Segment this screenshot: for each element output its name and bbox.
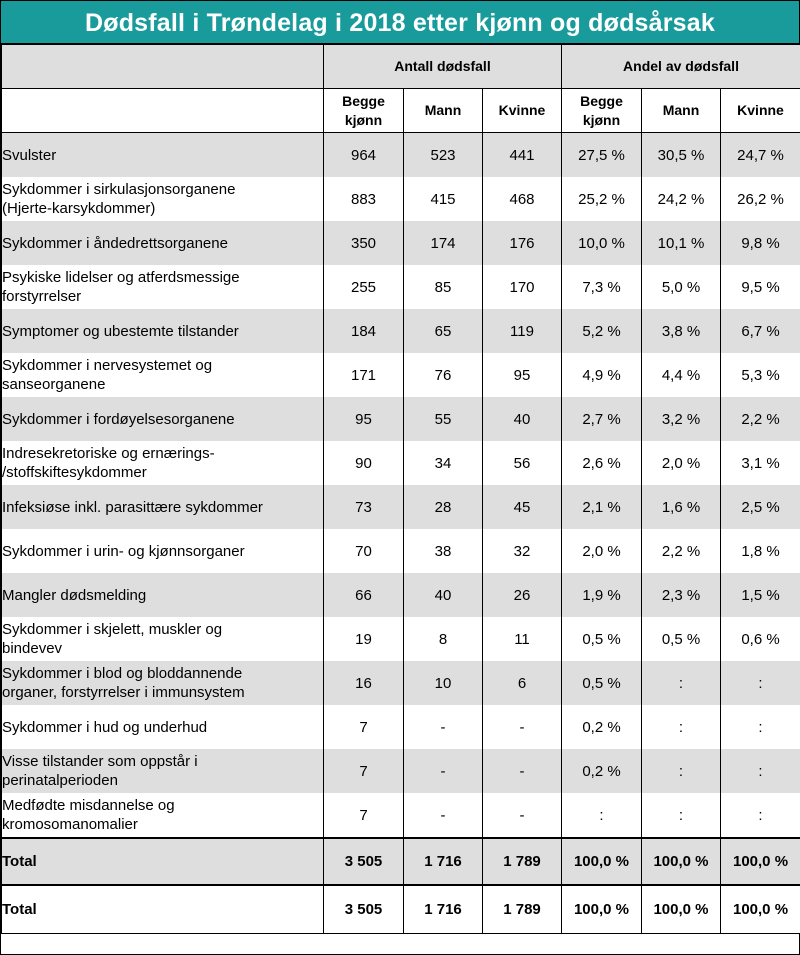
- cell-n-male: 76: [404, 353, 483, 397]
- cell-p-female: 2,5 %: [721, 485, 800, 529]
- cell-p-male: 2,2 %: [642, 529, 721, 573]
- cell-p-both: 5,2 %: [562, 309, 642, 353]
- cell-n-female: 45: [483, 485, 562, 529]
- table-row: [2, 705, 800, 749]
- cause-label: Sykdommer i hud og underhud: [2, 705, 324, 749]
- cell-n-both: 7: [324, 749, 404, 793]
- cell-n-male: 55: [404, 397, 483, 441]
- header-empty-cell: [2, 45, 324, 89]
- total-cell-p-male: 100,0 %: [642, 885, 721, 934]
- table-row: [2, 529, 800, 573]
- cell-p-male: 24,2 %: [642, 177, 721, 221]
- total-cell-n-female: 1 789: [483, 885, 562, 934]
- cause-label: Medfødte misdannelse og kromosomanomalier: [2, 793, 324, 838]
- total-cell-p-both: 100,0 %: [562, 885, 642, 934]
- cell-n-male: 34: [404, 441, 483, 485]
- total-cell-n-both: 3 505: [324, 838, 404, 885]
- header-share-female: Kvinne: [721, 89, 800, 133]
- cell-n-female: -: [483, 793, 562, 838]
- cell-n-male: 10: [404, 661, 483, 705]
- cause-label: Indresekretoriske og ernærings- /stoffskiftesykdommer: [2, 441, 324, 485]
- cell-n-female: 468: [483, 177, 562, 221]
- cell-n-male: 415: [404, 177, 483, 221]
- total-label: Total: [2, 885, 324, 934]
- cause-label: Sykdommer i fordøyelsesorganene: [2, 397, 324, 441]
- cell-n-male: -: [404, 749, 483, 793]
- cell-p-both: 2,0 %: [562, 529, 642, 573]
- header-group-count: Antall dødsfall: [324, 45, 562, 89]
- header-share-male: Mann: [642, 89, 721, 133]
- cell-p-male: 3,2 %: [642, 397, 721, 441]
- cell-n-female: 6: [483, 661, 562, 705]
- cell-p-female: :: [721, 661, 800, 705]
- total-label: Total: [2, 838, 324, 885]
- cell-n-female: 119: [483, 309, 562, 353]
- total-cell-n-male: 1 716: [404, 838, 483, 885]
- header-group-share: Andel av dødsfall: [562, 45, 800, 89]
- cell-p-male: :: [642, 661, 721, 705]
- cell-p-female: :: [721, 705, 800, 749]
- cell-n-male: -: [404, 793, 483, 838]
- cause-label: Visse tilstander som oppstår i perinatalperioden: [2, 749, 324, 793]
- cell-p-male: 5,0 %: [642, 265, 721, 309]
- cell-p-both: :: [562, 793, 642, 838]
- cell-p-both: 2,7 %: [562, 397, 642, 441]
- table-row: [2, 749, 800, 793]
- cell-p-female: 3,1 %: [721, 441, 800, 485]
- cell-n-female: 56: [483, 441, 562, 485]
- header-count-female: Kvinne: [483, 89, 562, 133]
- cell-n-both: 73: [324, 485, 404, 529]
- cause-label: Sykdommer i åndedrettsorganene: [2, 221, 324, 265]
- cell-p-female: 2,2 %: [721, 397, 800, 441]
- cell-p-female: 9,5 %: [721, 265, 800, 309]
- table-row: [2, 265, 800, 309]
- cell-n-both: 964: [324, 133, 404, 178]
- cell-p-female: 26,2 %: [721, 177, 800, 221]
- cell-n-male: 28: [404, 485, 483, 529]
- cell-p-male: 0,5 %: [642, 617, 721, 661]
- table-row: [2, 485, 800, 529]
- cell-n-both: 90: [324, 441, 404, 485]
- total-row: [2, 838, 800, 885]
- cell-n-male: 85: [404, 265, 483, 309]
- table-row: [2, 573, 800, 617]
- cell-p-female: 1,8 %: [721, 529, 800, 573]
- cell-p-male: 10,1 %: [642, 221, 721, 265]
- cell-p-female: 24,7 %: [721, 133, 800, 178]
- cell-n-male: 38: [404, 529, 483, 573]
- total-cell-p-both: 100,0 %: [562, 838, 642, 885]
- cell-n-female: 170: [483, 265, 562, 309]
- cell-n-female: 176: [483, 221, 562, 265]
- cell-n-female: -: [483, 749, 562, 793]
- total-cell-n-female: 1 789: [483, 838, 562, 885]
- table-title: Dødsfall i Trøndelag i 2018 etter kjønn og dødsårsak: [1, 1, 799, 45]
- cell-p-female: :: [721, 793, 800, 838]
- total-cell-p-female: 100,0 %: [721, 885, 800, 934]
- deaths-table: [1, 45, 800, 934]
- cell-n-both: 184: [324, 309, 404, 353]
- table-row: [2, 177, 800, 221]
- cell-p-female: 1,5 %: [721, 573, 800, 617]
- cause-label: Sykdommer i skjelett, muskler og bindevev: [2, 617, 324, 661]
- cell-p-male: 2,0 %: [642, 441, 721, 485]
- cell-p-both: 0,2 %: [562, 749, 642, 793]
- cell-n-both: 16: [324, 661, 404, 705]
- cause-label: Sykdommer i urin- og kjønnsorganer: [2, 529, 324, 573]
- cell-p-both: 4,9 %: [562, 353, 642, 397]
- table-row: [2, 309, 800, 353]
- cell-n-both: 66: [324, 573, 404, 617]
- cause-label: Sykdommer i nervesystemet og sanseorganene: [2, 353, 324, 397]
- cell-p-male: 1,6 %: [642, 485, 721, 529]
- cell-n-female: 40: [483, 397, 562, 441]
- table-row: [2, 133, 800, 178]
- cell-n-both: 883: [324, 177, 404, 221]
- cell-p-female: 5,3 %: [721, 353, 800, 397]
- cell-n-female: 11: [483, 617, 562, 661]
- cause-label: Sykdommer i sirkulasjonsorganene (Hjerte-karsykdommer): [2, 177, 324, 221]
- cell-p-both: 0,2 %: [562, 705, 642, 749]
- total-cell-p-female: 100,0 %: [721, 838, 800, 885]
- cell-p-male: 30,5 %: [642, 133, 721, 178]
- cause-label: Sykdommer i blod og bloddannende organer, forstyrrelser i immunsystem: [2, 661, 324, 705]
- cause-label: Svulster: [2, 133, 324, 178]
- cell-p-male: :: [642, 793, 721, 838]
- cell-n-female: 95: [483, 353, 562, 397]
- cause-label: Psykiske lidelser og atferdsmessige forstyrrelser: [2, 265, 324, 309]
- table-row: [2, 441, 800, 485]
- cell-p-both: 0,5 %: [562, 661, 642, 705]
- cell-p-both: 10,0 %: [562, 221, 642, 265]
- cell-n-male: 174: [404, 221, 483, 265]
- cell-n-both: 95: [324, 397, 404, 441]
- cause-label: Infeksiøse inkl. parasittære sykdommer: [2, 485, 324, 529]
- cell-p-male: :: [642, 749, 721, 793]
- cell-p-female: 9,8 %: [721, 221, 800, 265]
- cell-p-both: 0,5 %: [562, 617, 642, 661]
- table-row: [2, 221, 800, 265]
- total-row: [2, 885, 800, 934]
- cell-n-male: -: [404, 705, 483, 749]
- cell-p-both: 27,5 %: [562, 133, 642, 178]
- cell-p-male: :: [642, 705, 721, 749]
- table-row: [2, 661, 800, 705]
- cell-p-female: 0,6 %: [721, 617, 800, 661]
- header-share-both: Begge kjønn: [562, 89, 642, 133]
- cell-p-female: 6,7 %: [721, 309, 800, 353]
- cause-label: Mangler dødsmelding: [2, 573, 324, 617]
- cell-n-male: 523: [404, 133, 483, 178]
- cell-n-both: 171: [324, 353, 404, 397]
- total-cell-n-both: 3 505: [324, 885, 404, 934]
- cause-label: Symptomer og ubestemte tilstander: [2, 309, 324, 353]
- cell-n-male: 65: [404, 309, 483, 353]
- cell-p-both: 2,6 %: [562, 441, 642, 485]
- cell-n-female: -: [483, 705, 562, 749]
- cell-n-both: 350: [324, 221, 404, 265]
- cell-n-female: 32: [483, 529, 562, 573]
- cell-p-both: 2,1 %: [562, 485, 642, 529]
- cell-p-male: 3,8 %: [642, 309, 721, 353]
- header-empty-cell: [2, 89, 324, 133]
- table-row: [2, 617, 800, 661]
- table-row: [2, 353, 800, 397]
- cell-n-both: 19: [324, 617, 404, 661]
- cell-p-both: 25,2 %: [562, 177, 642, 221]
- total-cell-p-male: 100,0 %: [642, 838, 721, 885]
- cell-n-both: 7: [324, 705, 404, 749]
- header-row-groups: [2, 45, 800, 89]
- cell-n-both: 255: [324, 265, 404, 309]
- cell-n-both: 70: [324, 529, 404, 573]
- cell-n-male: 8: [404, 617, 483, 661]
- total-cell-n-male: 1 716: [404, 885, 483, 934]
- table-row: [2, 793, 800, 838]
- cell-p-male: 4,4 %: [642, 353, 721, 397]
- cell-n-female: 441: [483, 133, 562, 178]
- table-row: [2, 397, 800, 441]
- cell-p-both: 1,9 %: [562, 573, 642, 617]
- cell-n-female: 26: [483, 573, 562, 617]
- header-row-columns: [2, 89, 800, 133]
- header-count-both: Begge kjønn: [324, 89, 404, 133]
- header-count-male: Mann: [404, 89, 483, 133]
- cell-p-both: 7,3 %: [562, 265, 642, 309]
- cell-n-male: 40: [404, 573, 483, 617]
- cell-p-male: 2,3 %: [642, 573, 721, 617]
- cell-p-female: :: [721, 749, 800, 793]
- cell-n-both: 7: [324, 793, 404, 838]
